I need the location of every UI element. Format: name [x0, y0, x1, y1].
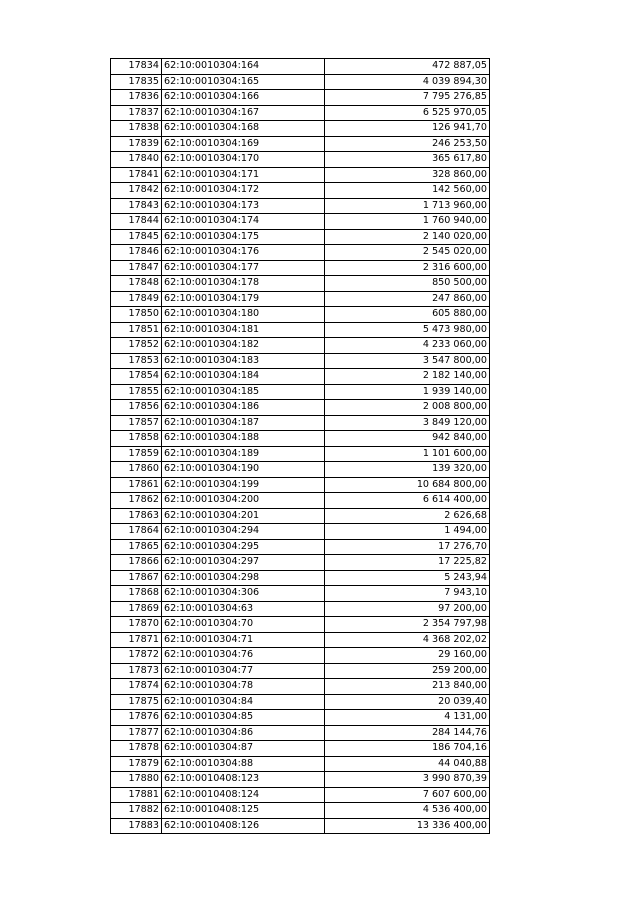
table-row: [111, 570, 490, 586]
row-number-cell: 17844: [111, 214, 162, 230]
row-number-cell: 17880: [111, 772, 162, 788]
cadastral-value-cell: 2 354 797,98: [325, 617, 490, 633]
table-row: [111, 725, 490, 741]
row-number-cell: 17863: [111, 508, 162, 524]
cadastral-number-cell: 62:10:0010304:199: [162, 477, 325, 493]
cadastral-value-cell: 605 880,00: [325, 307, 490, 323]
row-number-cell: 17873: [111, 663, 162, 679]
cadastral-value-cell: 246 253,50: [325, 136, 490, 152]
table-row: [111, 663, 490, 679]
table-row: [111, 121, 490, 137]
table-row: [111, 508, 490, 524]
cadastral-value-cell: 44 040,88: [325, 756, 490, 772]
table-row: [111, 710, 490, 726]
table-row: [111, 260, 490, 276]
row-number-cell: 17860: [111, 462, 162, 478]
cadastral-number-cell: 62:10:0010304:201: [162, 508, 325, 524]
table-row: [111, 183, 490, 199]
row-number-cell: 17882: [111, 803, 162, 819]
cadastral-value-cell: 142 560,00: [325, 183, 490, 199]
cadastral-number-cell: 62:10:0010304:70: [162, 617, 325, 633]
row-number-cell: 17850: [111, 307, 162, 323]
table-row: [111, 756, 490, 772]
cadastral-number-cell: 62:10:0010304:298: [162, 570, 325, 586]
row-number-cell: 17856: [111, 400, 162, 416]
table-row: [111, 818, 490, 834]
cadastral-number-cell: 62:10:0010304:179: [162, 291, 325, 307]
cadastral-number-cell: 62:10:0010304:188: [162, 431, 325, 447]
cadastral-value-cell: 7 943,10: [325, 586, 490, 602]
row-number-cell: 17871: [111, 632, 162, 648]
cadastral-value-cell: 850 500,00: [325, 276, 490, 292]
row-number-cell: 17867: [111, 570, 162, 586]
cadastral-number-cell: 62:10:0010304:178: [162, 276, 325, 292]
cadastral-number-cell: 62:10:0010408:125: [162, 803, 325, 819]
row-number-cell: 17858: [111, 431, 162, 447]
table-row: [111, 648, 490, 664]
cadastral-number-cell: 62:10:0010304:76: [162, 648, 325, 664]
cadastral-number-cell: 62:10:0010304:169: [162, 136, 325, 152]
cadastral-value-cell: 472 887,05: [325, 59, 490, 75]
row-number-cell: 17869: [111, 601, 162, 617]
cadastral-value-cell: 4 233 060,00: [325, 338, 490, 354]
cadastral-value-cell: 213 840,00: [325, 679, 490, 695]
table-row: [111, 74, 490, 90]
row-number-cell: 17848: [111, 276, 162, 292]
row-number-cell: 17878: [111, 741, 162, 757]
cadastral-value-cell: 5 473 980,00: [325, 322, 490, 338]
table-row: [111, 276, 490, 292]
table-row: [111, 477, 490, 493]
cadastral-value-cell: 2 008 800,00: [325, 400, 490, 416]
cadastral-value-cell: 29 160,00: [325, 648, 490, 664]
cadastral-number-cell: 62:10:0010304:180: [162, 307, 325, 323]
row-number-cell: 17847: [111, 260, 162, 276]
row-number-cell: 17846: [111, 245, 162, 261]
cadastral-number-cell: 62:10:0010304:190: [162, 462, 325, 478]
row-number-cell: 17838: [111, 121, 162, 137]
cadastral-value-cell: 126 941,70: [325, 121, 490, 137]
row-number-cell: 17834: [111, 59, 162, 75]
cadastral-value-cell: 4 368 202,02: [325, 632, 490, 648]
cadastral-value-cell: 97 200,00: [325, 601, 490, 617]
row-number-cell: 17842: [111, 183, 162, 199]
row-number-cell: 17859: [111, 446, 162, 462]
table-row: [111, 493, 490, 509]
cadastral-number-cell: 62:10:0010304:182: [162, 338, 325, 354]
table-row: [111, 400, 490, 416]
cadastral-value-cell: 3 547 800,00: [325, 353, 490, 369]
cadastral-number-cell: 62:10:0010304:184: [162, 369, 325, 385]
cadastral-number-cell: 62:10:0010304:168: [162, 121, 325, 137]
cadastral-value-cell: 2 316 600,00: [325, 260, 490, 276]
row-number-cell: 17866: [111, 555, 162, 571]
table-row: [111, 198, 490, 214]
table-row: [111, 307, 490, 323]
row-number-cell: 17851: [111, 322, 162, 338]
cadastral-number-cell: 62:10:0010304:87: [162, 741, 325, 757]
cadastral-value-cell: 1 101 600,00: [325, 446, 490, 462]
cadastral-number-cell: 62:10:0010304:172: [162, 183, 325, 199]
table-row: [111, 787, 490, 803]
table-body: [111, 59, 490, 834]
cadastral-number-cell: 62:10:0010304:189: [162, 446, 325, 462]
table-row: [111, 245, 490, 261]
table-row: [111, 59, 490, 75]
cadastral-value-cell: 10 684 800,00: [325, 477, 490, 493]
cadastral-number-cell: 62:10:0010304:175: [162, 229, 325, 245]
table-row: [111, 152, 490, 168]
cadastral-value-cell: 139 320,00: [325, 462, 490, 478]
table-row: [111, 741, 490, 757]
cadastral-value-cell: 4 039 894,30: [325, 74, 490, 90]
table-row: [111, 167, 490, 183]
cadastral-value-cell: 259 200,00: [325, 663, 490, 679]
table-row: [111, 539, 490, 555]
cadastral-value-cell: 3 849 120,00: [325, 415, 490, 431]
cadastral-number-cell: 62:10:0010304:166: [162, 90, 325, 106]
cadastral-value-cell: 2 545 020,00: [325, 245, 490, 261]
cadastral-value-cell: 4 131,00: [325, 710, 490, 726]
cadastral-value-cell: 2 140 020,00: [325, 229, 490, 245]
row-number-cell: 17864: [111, 524, 162, 540]
row-number-cell: 17841: [111, 167, 162, 183]
cadastral-number-cell: 62:10:0010304:86: [162, 725, 325, 741]
cadastral-value-cell: 13 336 400,00: [325, 818, 490, 834]
cadastral-number-cell: 62:10:0010408:126: [162, 818, 325, 834]
cadastral-number-cell: 62:10:0010304:173: [162, 198, 325, 214]
row-number-cell: 17843: [111, 198, 162, 214]
table-row: [111, 586, 490, 602]
cadastral-value-cell: 17 225,82: [325, 555, 490, 571]
cadastral-value-cell: 3 990 870,39: [325, 772, 490, 788]
cadastral-value-table: [110, 58, 490, 834]
table-row: [111, 369, 490, 385]
cadastral-number-cell: 62:10:0010304:164: [162, 59, 325, 75]
row-number-cell: 17845: [111, 229, 162, 245]
table-row: [111, 524, 490, 540]
cadastral-number-cell: 62:10:0010304:185: [162, 384, 325, 400]
table-row: [111, 555, 490, 571]
row-number-cell: 17881: [111, 787, 162, 803]
cadastral-value-cell: 284 144,76: [325, 725, 490, 741]
row-number-cell: 17854: [111, 369, 162, 385]
row-number-cell: 17874: [111, 679, 162, 695]
table-row: [111, 617, 490, 633]
cadastral-number-cell: 62:10:0010304:63: [162, 601, 325, 617]
row-number-cell: 17837: [111, 105, 162, 121]
row-number-cell: 17876: [111, 710, 162, 726]
row-number-cell: 17868: [111, 586, 162, 602]
table-row: [111, 384, 490, 400]
cadastral-number-cell: 62:10:0010408:124: [162, 787, 325, 803]
cadastral-number-cell: 62:10:0010408:123: [162, 772, 325, 788]
table-row: [111, 679, 490, 695]
cadastral-number-cell: 62:10:0010304:295: [162, 539, 325, 555]
row-number-cell: 17870: [111, 617, 162, 633]
cadastral-number-cell: 62:10:0010304:88: [162, 756, 325, 772]
table-row: [111, 291, 490, 307]
cadastral-value-cell: 6 614 400,00: [325, 493, 490, 509]
table-row: [111, 803, 490, 819]
cadastral-number-cell: 62:10:0010304:177: [162, 260, 325, 276]
cadastral-value-cell: 17 276,70: [325, 539, 490, 555]
cadastral-value-cell: 247 860,00: [325, 291, 490, 307]
cadastral-number-cell: 62:10:0010304:170: [162, 152, 325, 168]
cadastral-value-cell: 4 536 400,00: [325, 803, 490, 819]
cadastral-number-cell: 62:10:0010304:85: [162, 710, 325, 726]
table-row: [111, 105, 490, 121]
cadastral-value-cell: 7 795 276,85: [325, 90, 490, 106]
row-number-cell: 17862: [111, 493, 162, 509]
cadastral-value-cell: 1 713 960,00: [325, 198, 490, 214]
cadastral-value-cell: 1 494,00: [325, 524, 490, 540]
row-number-cell: 17877: [111, 725, 162, 741]
cadastral-value-cell: 6 525 970,05: [325, 105, 490, 121]
cadastral-value-cell: 2 626,68: [325, 508, 490, 524]
cadastral-value-cell: 1 939 140,00: [325, 384, 490, 400]
cadastral-value-cell: 20 039,40: [325, 694, 490, 710]
cadastral-number-cell: 62:10:0010304:200: [162, 493, 325, 509]
table-row: [111, 446, 490, 462]
cadastral-number-cell: 62:10:0010304:167: [162, 105, 325, 121]
row-number-cell: 17840: [111, 152, 162, 168]
cadastral-value-cell: 2 182 140,00: [325, 369, 490, 385]
row-number-cell: 17853: [111, 353, 162, 369]
cadastral-number-cell: 62:10:0010304:187: [162, 415, 325, 431]
cadastral-number-cell: 62:10:0010304:84: [162, 694, 325, 710]
row-number-cell: 17836: [111, 90, 162, 106]
cadastral-value-cell: 328 860,00: [325, 167, 490, 183]
cadastral-value-cell: 942 840,00: [325, 431, 490, 447]
cadastral-number-cell: 62:10:0010304:174: [162, 214, 325, 230]
table-row: [111, 338, 490, 354]
row-number-cell: 17835: [111, 74, 162, 90]
table-row: [111, 772, 490, 788]
table-row: [111, 431, 490, 447]
table-row: [111, 136, 490, 152]
table-row: [111, 214, 490, 230]
cadastral-value-cell: 1 760 940,00: [325, 214, 490, 230]
cadastral-number-cell: 62:10:0010304:176: [162, 245, 325, 261]
row-number-cell: 17872: [111, 648, 162, 664]
cadastral-number-cell: 62:10:0010304:71: [162, 632, 325, 648]
table-row: [111, 322, 490, 338]
row-number-cell: 17879: [111, 756, 162, 772]
table-row: [111, 353, 490, 369]
cadastral-number-cell: 62:10:0010304:183: [162, 353, 325, 369]
cadastral-number-cell: 62:10:0010304:78: [162, 679, 325, 695]
cadastral-number-cell: 62:10:0010304:297: [162, 555, 325, 571]
table-row: [111, 632, 490, 648]
table-row: [111, 415, 490, 431]
row-number-cell: 17883: [111, 818, 162, 834]
cadastral-number-cell: 62:10:0010304:165: [162, 74, 325, 90]
table-row: [111, 462, 490, 478]
cadastral-number-cell: 62:10:0010304:181: [162, 322, 325, 338]
table-row: [111, 601, 490, 617]
table-row: [111, 229, 490, 245]
row-number-cell: 17839: [111, 136, 162, 152]
cadastral-value-cell: 365 617,80: [325, 152, 490, 168]
table-row: [111, 90, 490, 106]
cadastral-number-cell: 62:10:0010304:294: [162, 524, 325, 540]
cadastral-number-cell: 62:10:0010304:186: [162, 400, 325, 416]
cadastral-value-cell: 5 243,94: [325, 570, 490, 586]
cadastral-number-cell: 62:10:0010304:171: [162, 167, 325, 183]
row-number-cell: 17849: [111, 291, 162, 307]
cadastral-value-cell: 186 704,16: [325, 741, 490, 757]
row-number-cell: 17852: [111, 338, 162, 354]
row-number-cell: 17861: [111, 477, 162, 493]
cadastral-value-cell: 7 607 600,00: [325, 787, 490, 803]
row-number-cell: 17875: [111, 694, 162, 710]
cadastral-number-cell: 62:10:0010304:77: [162, 663, 325, 679]
row-number-cell: 17857: [111, 415, 162, 431]
row-number-cell: 17865: [111, 539, 162, 555]
row-number-cell: 17855: [111, 384, 162, 400]
cadastral-number-cell: 62:10:0010304:306: [162, 586, 325, 602]
table-row: [111, 694, 490, 710]
